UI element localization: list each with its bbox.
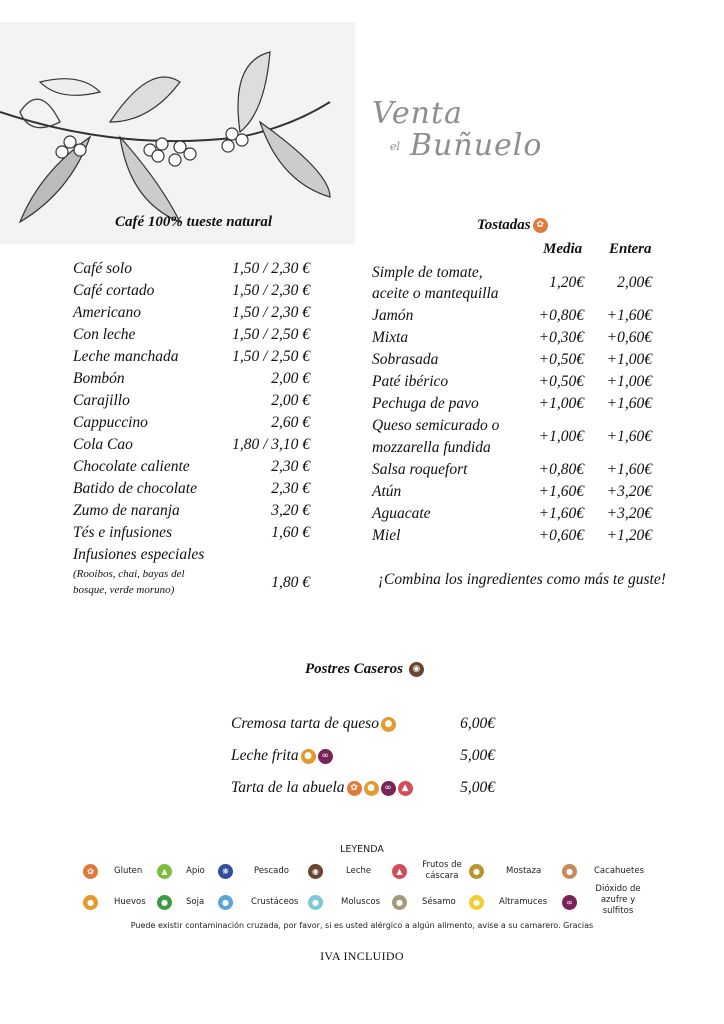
toast-heading xyxy=(477,217,548,234)
legend-label: Cacahuetes xyxy=(594,866,645,876)
legend-label: Sésamo xyxy=(422,897,456,907)
toast-item-name: Atún xyxy=(372,483,402,500)
crustacean-icon: ● xyxy=(218,895,233,910)
egg-icon: ● xyxy=(381,717,396,732)
coffee-item-name: Café cortado xyxy=(73,282,155,299)
coffee-item-name: Tés e infusiones xyxy=(73,524,173,541)
toast-item-half: +0,60€ xyxy=(538,527,584,544)
toast-tagline: ¡Combina los ingredientes como más te guste! xyxy=(378,571,666,588)
coffee-item-price: 2,00 € xyxy=(271,370,310,387)
toast-item-name: Sobrasada xyxy=(372,351,439,368)
brand-line-2: el xyxy=(390,140,401,153)
toast-item-half: +1,00€ xyxy=(538,395,584,412)
toast-item-half: +0,30€ xyxy=(538,329,584,346)
vat-included-footer: IVA INCLUIDO xyxy=(320,949,404,963)
legend-label: Leche xyxy=(346,866,372,876)
desserts-heading xyxy=(305,661,424,678)
toast-item-full: +1,20€ xyxy=(606,527,652,544)
dessert-name: Cremosa tarta de queso xyxy=(231,715,379,732)
toast-item-full: +1,00€ xyxy=(606,351,652,368)
gluten-icon: ✿ xyxy=(533,218,548,233)
coffee-item-name: Chocolate caliente xyxy=(73,458,190,475)
nuts-icon: ▲ xyxy=(392,864,407,879)
toast-item-full: +3,20€ xyxy=(606,505,652,522)
dessert-name: Leche frita xyxy=(231,747,299,764)
legend-label: Dióxido de azufre y sulfitos xyxy=(595,884,641,916)
coffee-item-price: 1,50 / 2,30 € xyxy=(232,282,310,299)
coffee-branch-illustration xyxy=(0,22,355,244)
coffee-item-name: Con leche xyxy=(73,326,136,343)
toast-item-full: +0,60€ xyxy=(606,329,652,346)
toast-item-full: +1,60€ xyxy=(606,428,652,445)
coffee-item-price: 2,60 € xyxy=(271,414,310,431)
toast-item-full: +1,60€ xyxy=(606,307,652,324)
legend-label: Soja xyxy=(186,897,205,907)
sesame-icon: ● xyxy=(392,895,407,910)
toast-item-name: Simple de tomate, xyxy=(372,264,483,281)
toast-item-half: +1,00€ xyxy=(538,428,584,445)
dessert-price: 6,00€ xyxy=(460,715,495,732)
toast-item-half: +0,50€ xyxy=(538,373,584,390)
toast-item-half: +0,80€ xyxy=(538,461,584,478)
gluten-icon: ✿ xyxy=(347,781,362,796)
toast-item-name: Paté ibérico xyxy=(372,373,449,390)
soy-icon: ● xyxy=(157,895,172,910)
toast-col-half: Media xyxy=(543,241,583,257)
brand-line-1: Venta xyxy=(372,96,463,131)
coffee-item-name: Café solo xyxy=(73,260,132,277)
toast-item-name: Aguacate xyxy=(372,505,431,522)
toast-item-half: +1,60€ xyxy=(538,505,584,522)
egg-icon: ● xyxy=(301,749,316,764)
gluten-icon: ✿ xyxy=(83,864,98,879)
fish-icon: ❋ xyxy=(218,864,233,879)
legend-label: Mostaza xyxy=(506,866,542,876)
coffee-item-name: Cappuccino xyxy=(73,414,148,431)
legend-label: Moluscos xyxy=(341,897,381,907)
special-infusion-note: (Rooibos, chai, bayas del xyxy=(73,568,185,580)
dessert-item xyxy=(231,745,333,767)
toast-item-full: 2,00€ xyxy=(617,274,652,291)
desserts-heading-text: Postres Caseros xyxy=(305,661,403,677)
milk-icon: ◉ xyxy=(308,864,323,879)
legend-label: Pescado xyxy=(254,866,289,876)
coffee-item-name: Batido de chocolate xyxy=(73,480,197,497)
toast-item-full: +1,60€ xyxy=(606,461,652,478)
dessert-name: Tarta de la abuela xyxy=(231,779,345,796)
celery-icon: ▲ xyxy=(157,864,172,879)
coffee-item-price: 2,00 € xyxy=(271,392,310,409)
sulphite-icon: ∞ xyxy=(381,781,396,796)
coffee-item-price: 1,50 / 2,50 € xyxy=(232,326,310,343)
coffee-item-name: Cola Cao xyxy=(73,436,133,453)
coffee-item-price: 1,80 / 3,10 € xyxy=(232,436,310,453)
toast-item-full: +1,00€ xyxy=(606,373,652,390)
allergen-disclaimer: Puede existir contaminación cruzada, por favor, si es usted alérgico a algún alimento, avise a su camarero. Gracias xyxy=(130,921,594,930)
toast-item-name-2: aceite o mantequilla xyxy=(372,285,499,302)
toast-item-name: Salsa roquefort xyxy=(372,461,468,478)
mustard-icon: ● xyxy=(469,864,484,879)
legend-label: Crustáceos xyxy=(251,897,299,907)
coffee-item-name: Americano xyxy=(73,304,142,321)
special-infusion-name: Infusiones especiales xyxy=(73,546,205,563)
special-infusion-note: bosque, verde moruno) xyxy=(73,584,175,596)
coffee-item-price: 3,20 € xyxy=(271,502,310,519)
mollusc-icon: ● xyxy=(308,895,323,910)
special-infusion-price: 1,80 € xyxy=(271,574,310,591)
toast-item-name: Mixta xyxy=(372,329,409,346)
coffee-item-price: 1,50 / 2,30 € xyxy=(232,260,310,277)
toast-item-half: 1,20€ xyxy=(549,274,584,291)
coffee-item-price: 1,50 / 2,30 € xyxy=(232,304,310,321)
dessert-item xyxy=(231,777,413,799)
toast-heading-text: Tostadas xyxy=(477,217,531,233)
legend-label: Apio xyxy=(186,866,205,876)
toast-item-name: Jamón xyxy=(372,307,414,324)
dessert-price: 5,00€ xyxy=(460,779,495,796)
legend-label: Frutos de cáscara xyxy=(422,860,462,881)
coffee-item-price: 2,30 € xyxy=(271,458,310,475)
toast-item-half: +1,60€ xyxy=(538,483,584,500)
sulphite-icon: ∞ xyxy=(562,895,577,910)
coffee-item-name: Leche manchada xyxy=(73,348,179,365)
milk-icon: ◉ xyxy=(409,662,424,677)
toast-item-name: Pechuga de pavo xyxy=(372,395,479,412)
egg-icon: ● xyxy=(364,781,379,796)
nuts-icon: ▲ xyxy=(398,781,413,796)
toast-item-half: +0,80€ xyxy=(538,307,584,324)
coffee-item-name: Carajillo xyxy=(73,392,130,409)
legend-label: Gluten xyxy=(114,866,143,876)
dessert-item xyxy=(231,713,396,735)
toast-item-name-2: mozzarella fundida xyxy=(372,439,491,456)
coffee-item-price: 1,50 / 2,50 € xyxy=(232,348,310,365)
legend-title: LEYENDA xyxy=(340,844,384,855)
dessert-price: 5,00€ xyxy=(460,747,495,764)
toast-item-name: Queso semicurado o xyxy=(372,417,500,434)
toast-item-full: +1,60€ xyxy=(606,395,652,412)
toast-item-name: Miel xyxy=(372,527,401,544)
brand-logo xyxy=(372,96,562,171)
lupin-icon: ● xyxy=(469,895,484,910)
coffee-item-name: Bombón xyxy=(73,370,125,387)
coffee-item-name: Zumo de naranja xyxy=(73,502,180,519)
coffee-heading: Café 100% tueste natural xyxy=(115,214,273,230)
sulphite-icon: ∞ xyxy=(318,749,333,764)
toast-item-full: +3,20€ xyxy=(606,483,652,500)
toast-item-half: +0,50€ xyxy=(538,351,584,368)
coffee-item-price: 1,60 € xyxy=(271,524,310,541)
egg-icon: ● xyxy=(83,895,98,910)
legend-label: Huevos xyxy=(114,897,146,907)
peanut-icon: ● xyxy=(562,864,577,879)
coffee-item-price: 2,30 € xyxy=(271,480,310,497)
brand-line-3: Buñuelo xyxy=(410,128,543,163)
toast-col-full: Entera xyxy=(609,241,652,257)
legend-label: Altramuces xyxy=(499,897,548,907)
